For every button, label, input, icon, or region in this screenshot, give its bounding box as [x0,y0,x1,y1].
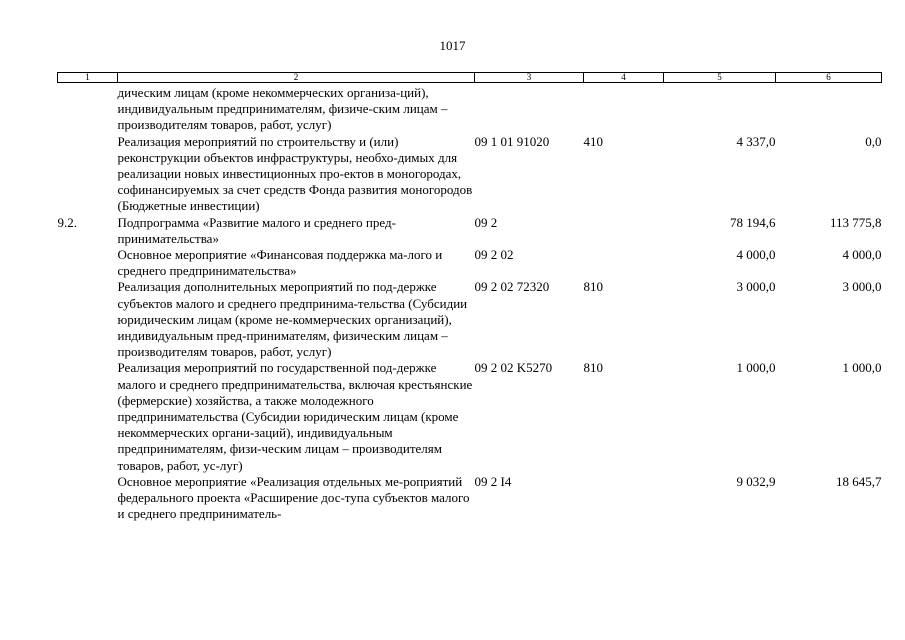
row-expense-type: 810 [583,279,603,295]
row-code: 09 2 I4 [474,473,512,489]
row-amount-col6 [776,83,882,134]
row-expense-type [584,247,664,279]
column-header-6: 6 [776,73,882,83]
row-amount-col5: 9 032,9 [736,473,776,489]
table-row [58,215,882,247]
row-code: 09 1 01 91020 [474,133,550,149]
row-code: 09 2 [474,214,498,230]
row-code: 09 2 02 [474,247,514,263]
row-expense-type [584,474,664,523]
row-amount-col6: 113 775,8 [829,214,882,230]
row-expense-type [584,83,664,134]
row-amount-col5: 3 000,0 [736,279,776,295]
budget-table [57,72,882,522]
row-expense-type [584,215,664,247]
row-amount-col6: 4 000,0 [842,247,882,263]
row-number: 9.2. [57,214,77,230]
row-name: дическим лицам (кроме некоммерческих организа-ций), индивидуальным предпринимателям, физиче-ским лицам – производителям товаров, работ, услуг) [117,85,448,133]
table-row [58,474,882,523]
row-amount-col6: 0,0 [865,133,882,149]
column-header-2: 2 [118,73,475,83]
page-number: 1017 [439,38,466,53]
table-row [58,360,882,473]
row-number [58,474,118,523]
row-expense-type: 810 [583,360,603,376]
row-number [58,134,118,215]
row-amount-col6: 1 000,0 [842,360,882,376]
row-name: Реализация мероприятий по государственной под-держке малого и среднего предпринимательства, включая крестьянские (фермерские) хозяйства, а также молодежного предпринимательства (Субсидии юридическим лицам (кроме некоммерческих органи-заций), индивидуальным предпринимателям, физи-ческим лицам – производителям товаров, работ, ус-луг) [117,360,473,473]
row-amount-col5: 78 194,6 [730,214,776,230]
table-row [58,134,882,215]
table-row [58,247,882,279]
row-amount-col6: 18 645,7 [836,473,882,489]
row-code: 09 2 02 K5270 [474,360,553,376]
row-expense-type: 410 [583,133,603,149]
row-number [58,247,118,279]
row-number [58,83,118,134]
column-header-5: 5 [664,73,776,83]
row-amount-col5: 4 000,0 [736,247,776,263]
column-header-4: 4 [584,73,664,83]
row-name: Реализация мероприятий по строительству и (или) реконструкции объектов инфраструктуры, необхо-димых для реализации новых инвестиционных про-ектов в моногородах, софинансируемых за счет средств Фонда развития моногородов (Бюджетные инвестиции) [117,133,473,214]
row-number [58,279,118,360]
row-code: 09 2 02 72320 [474,279,550,295]
row-name: Основное мероприятие «Реализация отдельных ме-роприятий федерального проекта «Расширение дос-тупа субъектов малого и среднего предприниматель- [117,473,470,522]
row-amount-col6: 3 000,0 [842,279,882,295]
row-amount-col5 [664,83,776,134]
table-row [58,83,882,134]
row-amount-col5: 4 337,0 [736,133,776,149]
row-code [475,83,584,134]
column-header-3: 3 [475,73,584,83]
column-number-header-row [58,73,882,83]
table-row [58,279,882,360]
row-name: Подпрограмма «Развитие малого и среднего пред-принимательства» [117,214,396,246]
row-name: Основное мероприятие «Финансовая поддержка ма-лого и среднего предпринимательства» [117,247,443,279]
column-header-1: 1 [58,73,118,83]
row-name: Реализация дополнительных мероприятий по под-держке субъектов малого и среднего предпринима-тельства (Субсидии юридическим лицам (кроме не-коммерческих организаций), индивидуальным пред-принимателям, физическим лицам – производителям товаров, работ, услуг) [117,279,468,360]
row-number [58,360,118,473]
row-amount-col5: 1 000,0 [736,360,776,376]
